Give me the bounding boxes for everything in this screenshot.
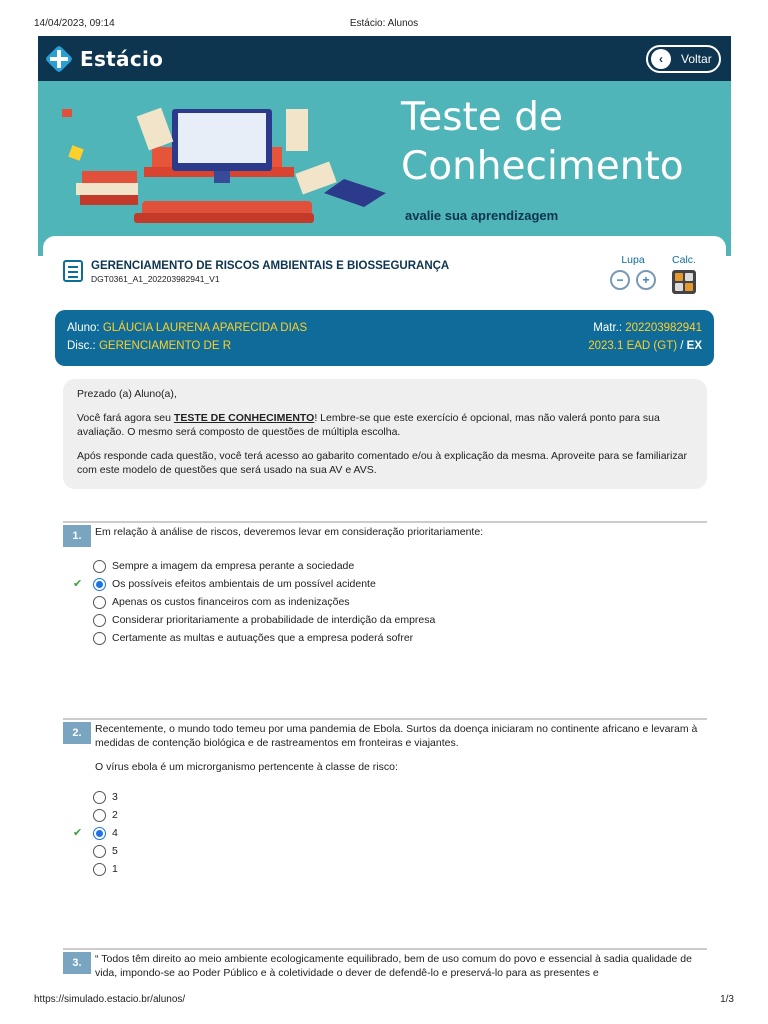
back-button[interactable] [646,45,721,73]
option-label: Considerar prioritariamente a probabilidade de interdição da empresa [112,614,436,626]
radio-button-selected[interactable] [93,578,106,591]
instructions-paragraph-1 [77,411,693,439]
option-label: Apenas os custos financeiros com as indenizações [112,596,350,608]
p1-after: ! Lembre-se que este exercício é opcional, mas não valerá ponto para sua avaliação. O mesmo será composto de questões de múltipla escolha. [77,412,660,438]
option[interactable] [93,593,435,611]
calculator-icon[interactable] [672,270,696,294]
checkmark-icon: ✔ [73,827,83,839]
option-label: 3 [112,791,118,803]
checkmark-icon: ✔ [73,578,83,590]
mode-value: EX [686,340,702,352]
question-text-prompt: O vírus ebola é um microrganismo pertencente à classe de risco: [95,761,398,773]
calc-tool [672,254,696,294]
banner [38,81,731,256]
brand-name: Estácio [80,47,164,71]
matricula-row [593,322,702,334]
radio-button[interactable] [93,863,106,876]
matricula-label: Matr.: [593,322,623,334]
radio-button[interactable] [93,596,106,609]
estacio-logo[interactable] [44,44,163,74]
disc-label: Disc.: [67,340,96,352]
print-url: https://simulado.estacio.br/alunos/ [34,994,186,1005]
option[interactable] [73,575,435,593]
option-label: Sempre a imagem da empresa perante a sociedade [112,560,355,572]
question-number: 3. [63,952,91,974]
course-title: GERENCIAMENTO DE RISCOS AMBIENTAIS E BIOSSEGURANÇA [91,260,450,272]
option-label: 2 [112,809,118,821]
banner-title-line1: Teste de [401,95,563,140]
option[interactable] [93,557,435,575]
zoom-label: Lupa [621,254,645,266]
options-list [73,788,118,878]
option-label: 5 [112,845,118,857]
instructions-box [63,379,707,489]
option-label: 4 [112,827,118,839]
print-datetime: 14/04/2023, 09:14 [34,18,115,29]
period-separator: / [680,340,684,352]
option[interactable] [93,842,118,860]
chevron-left-icon: ‹ [651,49,671,69]
option[interactable] [93,629,435,647]
radio-button[interactable] [93,614,106,627]
top-bar [38,36,731,81]
print-header [0,0,768,34]
question-number: 2. [63,722,91,744]
document-icon [63,260,83,282]
student-name-row [67,322,307,334]
option[interactable] [93,806,118,824]
question-text: “ Todos têm direito ao meio ambiente ecologicamente equilibrado, bem de uso comum do povo e essencial à sadia qualidade de vida, impondo-se ao Poder Público e à coletividade o dever de defendê-lo e preservá-lo para as presentes e [95,953,692,979]
radio-button[interactable] [93,791,106,804]
radio-button[interactable] [93,632,106,645]
question-text: Em relação à análise de riscos, deveremos levar em consideração prioritariamente: [95,526,484,538]
question-1 [63,521,707,701]
question-number: 1. [63,525,91,547]
radio-button-selected[interactable] [93,827,106,840]
period-row [588,340,702,352]
option[interactable] [73,824,118,842]
discipline-row [67,340,231,352]
banner-title [401,93,684,191]
tools [610,254,696,294]
zoom-tool [610,254,656,294]
banner-title-line2: Conhecimento [401,144,684,189]
zoom-out-icon[interactable]: − [610,270,630,290]
p1-highlight: TESTE DE CONHECIMENTO [173,412,315,424]
question-3 [63,948,707,994]
question-text-main: Recentemente, o mundo todo temeu por uma pandemia de Ebola. Surtos da doença iniciaram no continente africano e levaram à medidas de contenção biológica e de rastreamentos em fronteiras e viajantes. [95,723,698,749]
option-label: 1 [112,863,118,875]
study-illustration [52,89,392,239]
print-page-title: Estácio: Alunos [349,18,419,29]
course-header [63,260,449,284]
option[interactable] [93,860,118,878]
option[interactable] [93,611,435,629]
main-card [43,236,726,996]
period-value: 2023.1 EAD (GT) [588,340,678,352]
matricula-value: 202203982941 [625,322,702,334]
p1-before: Você fará agora seu [77,412,174,424]
aluno-label: Aluno: [67,322,100,334]
radio-button[interactable] [93,809,106,822]
question-2 [63,718,707,938]
back-button-label: Voltar [681,52,712,66]
radio-button[interactable] [93,560,106,573]
banner-subtitle: avalie sua aprendizagem [405,208,559,223]
option[interactable] [93,788,118,806]
radio-button[interactable] [93,845,106,858]
print-page-number: 1/3 [720,994,734,1005]
greeting: Prezado (a) Aluno(a), [77,388,177,400]
calc-label: Calc. [672,254,696,266]
student-info-bar [55,310,714,366]
options-list [73,557,436,647]
zoom-in-icon[interactable]: + [636,270,656,290]
instructions-paragraph-2: Após responde cada questão, você terá acesso ao gabarito comentado e/ou à explicação da mesma. Aproveite para se familiarizar com este modelo de questões que será usado na sua AV e AVS. [77,450,687,476]
option-label: Os possíveis efeitos ambientais de um possível acidente [112,578,376,590]
discipline-name: GERENCIAMENTO DE R [98,340,232,352]
estacio-logo-icon [44,44,74,74]
student-name: GLÁUCIA LAURENA APARECIDA DIAS [102,322,308,334]
course-code: DGT0361_A1_202203982941_V1 [91,274,220,284]
option-label: Certamente as multas e autuações que a empresa poderá sofrer [112,632,414,644]
question-text [95,722,703,774]
